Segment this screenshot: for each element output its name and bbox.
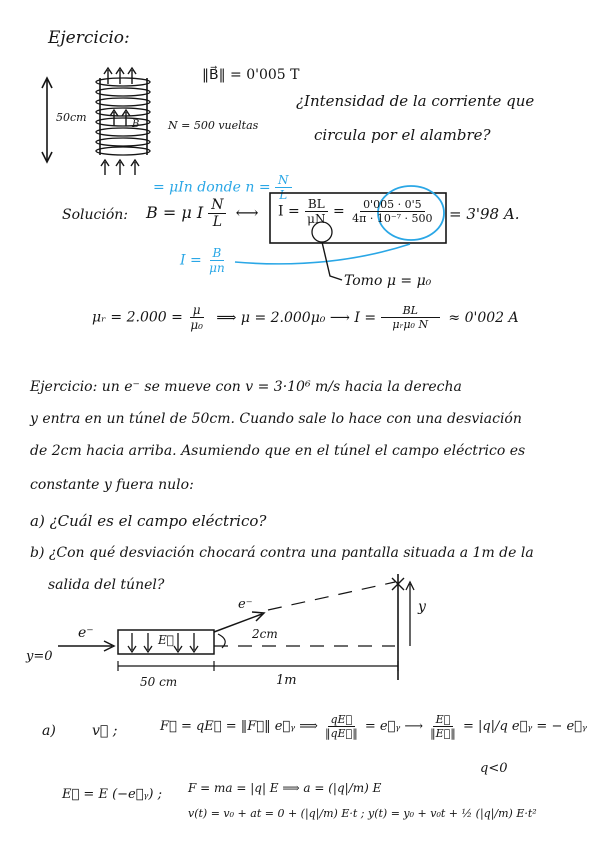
diagram-two-cm: 2cm xyxy=(252,627,278,641)
ex1-I2-den: μᵣμ₀ N xyxy=(392,318,429,331)
svg-text:B: B xyxy=(132,119,140,130)
ex1-eq-lhs: B = μ I xyxy=(146,203,204,222)
ex1-blue-frac-den: L xyxy=(279,188,288,202)
ex1-box-lhs: I = xyxy=(278,203,300,220)
ex1-mu-r: μᵣ = 2.000 = xyxy=(92,309,183,326)
ex1-mu-frac-num: μ xyxy=(190,304,204,318)
ex1-length-label: 50cm xyxy=(56,111,87,124)
ex1-tomo: Tomo μ = μ₀ xyxy=(344,273,432,289)
diagram-e-in: e⁻ xyxy=(78,625,94,641)
ex1-eq-frac-num: N xyxy=(208,198,226,214)
diagram-distance: 1m xyxy=(276,673,297,688)
ex1-box-formula: I = $\frac{BL}{\mu N}$ = $\frac{0'005 \cdot 0'5}{\text{4π · 10⁻⁷ · 500}}$ xyxy=(278,198,436,225)
ex1-b-magnitude: ‖B⃗‖ = 0'005 T xyxy=(202,67,300,83)
sol-a-force-line xyxy=(160,714,587,739)
sol-a-q-neg: q<0 xyxy=(480,761,508,776)
ex1-box-frac1-num: BL xyxy=(305,198,328,212)
sol-a-kinematics: v(t) = v₀ + at = 0 + (|q|/m) E·t ; y(t) = y₀ + v₀t + ½ (|q|/m) E·t² xyxy=(188,807,537,820)
ex1-box-frac1-den: μN xyxy=(307,212,326,226)
diagram-y: y xyxy=(418,599,426,615)
diagram-field: E⃗ xyxy=(158,633,174,647)
ex1-question-line1: ¿Intensidad de la corriente que xyxy=(296,92,535,110)
ex1-turns: N = 500 vueltas xyxy=(168,119,259,132)
ex1-I2-num: BL xyxy=(381,305,440,318)
diagram-e-out: e⁻ xyxy=(238,597,253,612)
ex2-line1: Ejercicio: un e⁻ se mueve con v = 3·10⁶ m/s hacia la derecha xyxy=(30,379,462,395)
sol-a-eq-end: = |q|/q e⃗ᵧ = − e⃗ᵧ xyxy=(462,719,587,734)
diagram-tunnel-length: 50 cm xyxy=(140,675,178,689)
ex1-mu-frac-den: μ₀ xyxy=(190,318,203,332)
sol-a-v: v⃗ ; xyxy=(92,723,118,739)
ex1-box-frac2-den: 4π · 10⁻⁷ · 500 xyxy=(352,212,433,225)
ex1-blue-I-den: μn xyxy=(209,261,225,275)
ex1-eq-frac-den: L xyxy=(212,214,222,230)
ex2-question-b2: salida del túnel? xyxy=(48,577,165,593)
ex1-box-frac2-num: 0'005 · 0'5 xyxy=(360,199,425,212)
sol-a-E-def: E⃗ = E (−e⃗ᵧ) ; xyxy=(62,787,163,802)
ex2-line3: de 2cm hacia arriba. Asumiendo que en el túnel el campo eléctrico es xyxy=(30,443,526,459)
ex1-mu-result: ⟹ μ = 2.000μ₀ ⟶ I = xyxy=(216,309,377,326)
sol-a-eq-ey: = e⃗ᵧ ⟶ xyxy=(364,719,424,734)
ex1-solution-label: Solución: xyxy=(62,207,128,223)
sol-a-f2-num: E⃗ xyxy=(433,714,454,727)
ex1-result: = 3'98 A. xyxy=(449,205,520,223)
diagram-y0: y=0 xyxy=(26,649,53,664)
ex1-I2-result: ≈ 0'002 A xyxy=(448,309,519,326)
ex2-question-b1: b) ¿Con qué desviación chocará contra una pantalla situada a 1m de la xyxy=(30,545,534,561)
ex2-line4: constante y fuera nulo: xyxy=(30,477,194,493)
ex1-title: Ejercicio: xyxy=(48,28,130,48)
sol-a-newton: F = ma = |q| E ⟹ a = (|q|/m) E xyxy=(188,781,382,795)
sol-a-f2-den: ‖E⃗‖ xyxy=(430,727,456,740)
ex1-arrow: ⟷ xyxy=(235,203,259,222)
ex2-question-a: a) ¿Cuál es el campo eléctrico? xyxy=(30,512,267,530)
ex1-question-line2: circula por el alambre? xyxy=(314,126,491,144)
ex1-blue-prefix: = μIn donde n = xyxy=(153,179,271,196)
ex1-blue-frac-num: N xyxy=(275,174,292,188)
sol-a-f1-num: qE⃗ xyxy=(328,714,356,727)
sol-a-force: F⃗ = qE⃗ = ‖F⃗‖ e⃗ᵧ ⟹ xyxy=(160,719,318,734)
ex2-line2: y entra en un túnel de 50cm. Cuando sale lo hace con una desviación xyxy=(30,411,522,427)
sol-a-f1-den: ‖qE⃗‖ xyxy=(325,727,358,740)
ex1-blue-I-lhs: I = xyxy=(180,252,202,269)
ex1-blue-I-num: B xyxy=(210,247,225,261)
sol-a-label: a) xyxy=(42,723,56,739)
